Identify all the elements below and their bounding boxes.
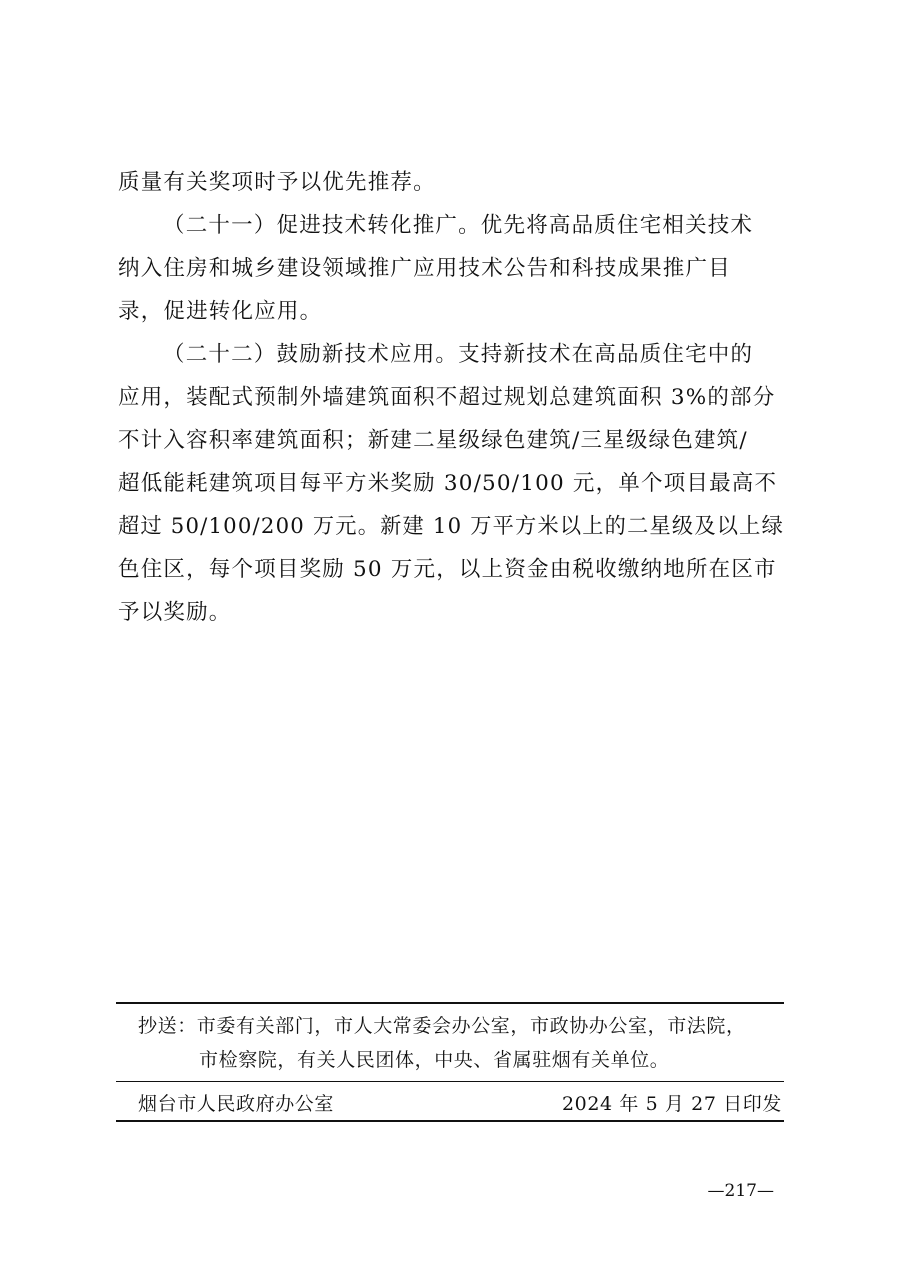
issuer: 烟台市人民政府办公室 <box>138 1093 335 1115</box>
body-line: 不计入容积率建筑面积；新建二星级绿色建筑/三星级绿色建筑/ <box>118 428 748 453</box>
footer-top-rule <box>116 1002 784 1004</box>
body-line: 色住区，每个项目奖励 50 万元，以上资金由税收缴纳地所在区市 <box>118 557 777 582</box>
body-line: （二十二）鼓励新技术应用。支持新技术在高品质住宅中的 <box>163 342 754 367</box>
body-line: （二十一）促进技术转化推广。优先将高品质住宅相关技术 <box>163 213 754 238</box>
body-line: 超过 50/100/200 万元。新建 10 万平方米以上的二星级及以上绿 <box>118 514 784 539</box>
page-number: —217— <box>707 1181 774 1201</box>
body-line: 超低能耗建筑项目每平方米奖励 30/50/100 元，单个项目最高不 <box>118 471 778 496</box>
body-line: 应用，装配式预制外墙建筑面积不超过规划总建筑面积 3%的部分 <box>118 385 776 410</box>
cc-line-1: 抄送：市委有关部门，市人大常委会办公室，市政协办公室，市法院， <box>138 1015 746 1037</box>
body-line: 予以奖励。 <box>118 600 232 625</box>
cc-line-2: 市检察院，有关人民团体，中央、省属驻烟有关单位。 <box>199 1049 670 1071</box>
body-line: 录，促进转化应用。 <box>118 299 323 324</box>
body-line: 质量有关奖项时予以优先推荐。 <box>118 170 436 195</box>
footer-bottom-rule <box>116 1120 784 1122</box>
body-line: 纳入住房和城乡建设领域推广应用技术公告和科技成果推广目 <box>118 256 731 281</box>
issue-date: 2024 年 5 月 27 日印发 <box>561 1093 782 1115</box>
footer-middle-rule <box>116 1081 784 1082</box>
